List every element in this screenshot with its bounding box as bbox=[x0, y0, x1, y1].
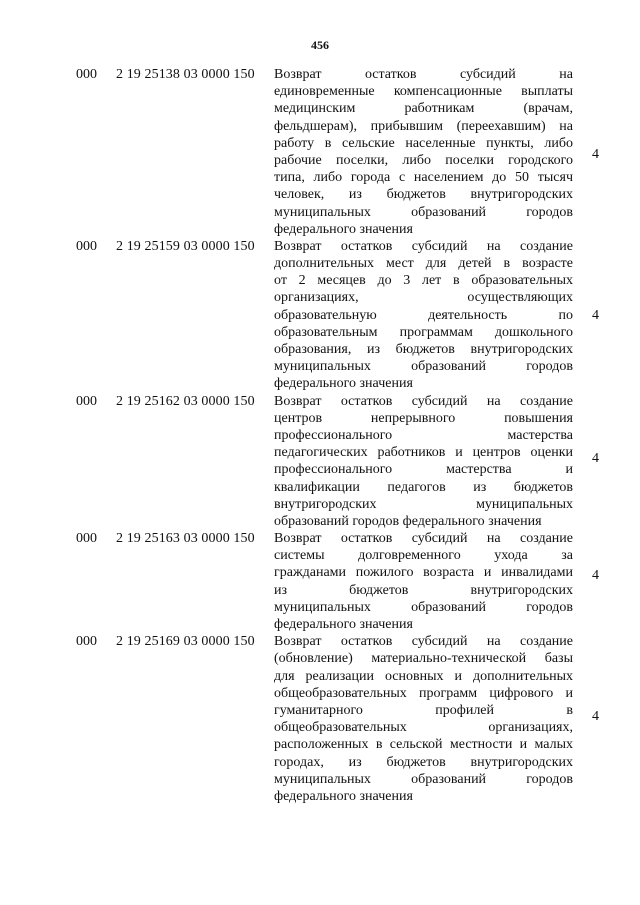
description-line: муниципальных образований городов bbox=[274, 771, 573, 787]
classification-code: 2 19 25162 03 0000 150 bbox=[116, 393, 255, 409]
row-value: 4 bbox=[592, 450, 599, 466]
description bbox=[274, 393, 573, 531]
description-line: Возврат остатков субсидий на создание bbox=[274, 531, 573, 547]
description-line: расположенных в сельской местности и малых bbox=[274, 737, 573, 753]
description bbox=[274, 66, 573, 238]
description-line: квалификации педагогов из бюджетов bbox=[274, 479, 573, 495]
description-line: образования, из бюджетов внутригородских bbox=[274, 342, 573, 357]
description-line: медицинским работникам (врачам, bbox=[274, 101, 573, 117]
description-line: федерального значения bbox=[274, 788, 413, 804]
classification-table bbox=[0, 66, 640, 805]
description-line: профессионального мастерства и bbox=[274, 462, 573, 478]
description-line: фельдшерам), прибывшим (переехавшим) на bbox=[274, 118, 573, 134]
classification-code: 2 19 25163 03 0000 150 bbox=[116, 531, 255, 547]
admin-code: 000 bbox=[76, 531, 97, 547]
admin-code: 000 bbox=[76, 238, 97, 254]
description-line: внутригородских муниципальных bbox=[274, 496, 573, 512]
description-line: центров непрерывного повышения bbox=[274, 410, 573, 426]
description-line: дополнительных мест для детей в возрасте bbox=[274, 256, 573, 272]
description-line: (обновление) материально-технической базы bbox=[274, 651, 573, 667]
description-line: единовременные компенсационные выплаты bbox=[274, 84, 573, 100]
description-line: федерального значения bbox=[274, 221, 413, 237]
description-line: образовательную деятельность по bbox=[274, 307, 573, 323]
description-line: системы долговременного ухода за bbox=[274, 548, 573, 564]
description-line: образовательным программам дошкольного bbox=[274, 324, 573, 340]
description-line: федерального значения bbox=[274, 376, 413, 392]
description-line: образований городов федерального значения bbox=[274, 513, 542, 529]
description-line: муниципальных образований городов bbox=[274, 204, 573, 220]
table-row bbox=[0, 238, 640, 393]
row-value: 4 bbox=[592, 709, 599, 725]
description bbox=[274, 530, 573, 633]
row-value: 4 bbox=[592, 307, 599, 323]
description-line: Возврат остатков субсидий на создание bbox=[274, 238, 573, 254]
description-line: Возврат остатков субсидий на bbox=[274, 67, 573, 82]
table-row bbox=[0, 393, 640, 531]
description bbox=[274, 633, 573, 805]
description-line: профессионального мастерства bbox=[274, 427, 573, 443]
description-line: гуманитарного профилей в bbox=[274, 702, 573, 718]
description-line: городах, из бюджетов внутригородских bbox=[274, 754, 573, 770]
description-line: человек, из бюджетов внутригородских bbox=[274, 187, 573, 203]
description-line: Возврат остатков субсидий на создание bbox=[274, 634, 573, 650]
description-line: рабочие поселки, либо поселки городского bbox=[274, 152, 573, 168]
description-line: Возврат остатков субсидий на создание bbox=[274, 393, 573, 409]
description-line: работу в сельские населенные пункты, либо bbox=[274, 135, 573, 151]
description-line: федерального значения bbox=[274, 617, 413, 632]
description-line: из бюджетов внутригородских bbox=[274, 582, 573, 598]
classification-code: 2 19 25159 03 0000 150 bbox=[116, 238, 255, 254]
description-line: муниципальных образований городов bbox=[274, 359, 573, 375]
table-row bbox=[0, 66, 640, 238]
page-number: 456 bbox=[311, 38, 329, 52]
row-value: 4 bbox=[592, 147, 599, 162]
description-line: от 2 месяцев до 3 лет в образовательных bbox=[274, 273, 573, 289]
description-line: педагогических работников и центров оценки bbox=[274, 445, 573, 461]
description bbox=[274, 238, 573, 393]
description-line: общеобразовательных организациях, bbox=[274, 720, 573, 736]
description-line: гражданами пожилого возраста и инвалидами bbox=[274, 565, 573, 581]
classification-code: 2 19 25169 03 0000 150 bbox=[116, 634, 255, 650]
row-value: 4 bbox=[592, 568, 599, 584]
table-row bbox=[0, 530, 640, 633]
table-row bbox=[0, 633, 640, 805]
classification-code: 2 19 25138 03 0000 150 bbox=[116, 67, 255, 82]
admin-code: 000 bbox=[76, 393, 97, 409]
description-line: организациях, осуществляющих bbox=[274, 290, 573, 306]
description-line: типа, либо города с населением до 50 тысяч bbox=[274, 170, 573, 186]
admin-code: 000 bbox=[76, 634, 97, 650]
description-line: общеобразовательных программ цифрового и bbox=[274, 685, 573, 701]
description-line: для реализации основных и дополнительных bbox=[274, 668, 573, 684]
admin-code: 000 bbox=[76, 67, 97, 82]
description-line: муниципальных образований городов bbox=[274, 599, 573, 615]
